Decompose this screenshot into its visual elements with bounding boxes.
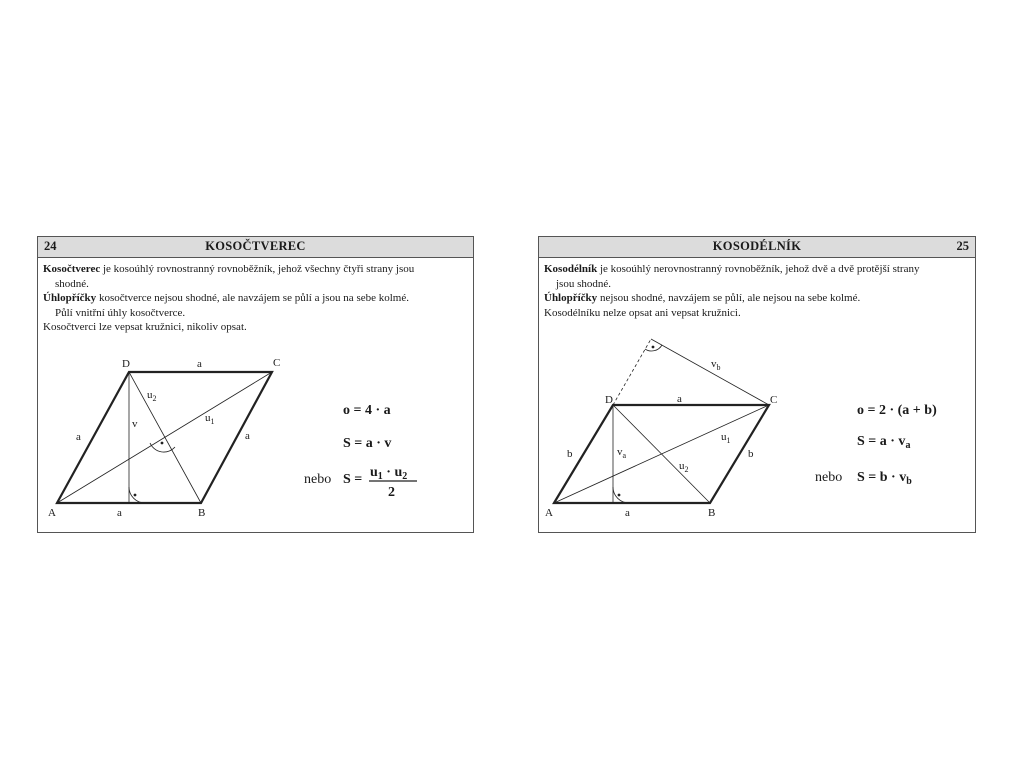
parallelogram-card: [538, 236, 976, 533]
side-label-a: a: [625, 507, 630, 519]
side-label-a: a: [197, 358, 202, 370]
side-label-b: b: [748, 448, 754, 460]
formula-area-a: $S = a \cdot v_a$: [857, 434, 911, 451]
or-word: nebo: [815, 470, 843, 485]
right-angle-dot: [652, 346, 655, 349]
text-line-4: Kosočtverci lze vepsat kružnici, nikoliv opsat.: [43, 321, 247, 333]
text-line-0: Kosodélník je kosoúhlý nerovnostranný rovnoběžník, jehož dvě a dvě protější strany: [544, 263, 920, 275]
vertex-b: B: [708, 507, 716, 519]
diagonal-label-u1: $u_1$: [721, 431, 731, 445]
vertex-c: C: [770, 394, 778, 406]
text-line-0: Kosočtverec je kosoúhlý rovnostranný rovnoběžník, jehož všechny čtyři strany jsou: [43, 263, 415, 275]
text-line-3: Kosodélníku nelze opsat ani vepsat kružnici.: [544, 306, 741, 319]
formula-area: S = a · v: [343, 436, 392, 451]
diagonal-label-u1: $u_1$: [205, 412, 215, 426]
vertex-c: C: [273, 357, 281, 369]
or-word: nebo: [304, 472, 332, 487]
text-line-1: shodné.: [55, 277, 89, 290]
diagonal-u2: [613, 405, 710, 503]
vertex-a: A: [545, 507, 553, 519]
height-label-va: $v_a$: [617, 446, 627, 460]
parallelogram-diagram: [539, 237, 977, 534]
text-line-2: Úhlopříčky nejsou shodné, navzájem se půlí, ale nejsou na sebe kolmé.: [544, 292, 861, 304]
rhombus-diagram: [38, 237, 475, 534]
right-angle-dot: [134, 494, 137, 497]
right-angle-mark-va: [613, 487, 629, 503]
card-title: KOSOČTVEREC: [205, 239, 306, 253]
diagonal-label-u2: $u_2$: [147, 389, 157, 403]
page-number: 24: [44, 239, 57, 253]
height-vb: [651, 339, 769, 405]
side-label-a: a: [117, 507, 122, 519]
diagonal-label-u2: $u_2$: [679, 460, 689, 474]
vertex-a: A: [48, 507, 56, 519]
side-label-a: a: [76, 431, 81, 443]
rhombus-card: [37, 236, 474, 533]
formula-area-alt: S =: [343, 472, 363, 487]
side-label-b: b: [567, 448, 573, 460]
text-line-3: Půlí vnitřní úhly kosočtverce.: [55, 306, 186, 319]
formula-numerator: $u_1 \cdot u_2$: [370, 465, 408, 482]
right-angle-dot: [161, 442, 164, 445]
page-number: 25: [956, 239, 969, 253]
side-label-a: a: [677, 393, 682, 405]
side-label-a: a: [245, 430, 250, 442]
card-title: KOSODÉLNÍK: [712, 239, 802, 253]
text-line-1: jsou shodné.: [556, 277, 611, 290]
right-angle-mark-height: [129, 487, 145, 503]
formula-area-b: $S = b \cdot v_b$: [857, 470, 912, 487]
formula-perimeter: o = 2 · (a + b): [857, 403, 937, 418]
vertex-d: D: [605, 394, 613, 406]
right-angle-dot: [618, 494, 621, 497]
height-label-vb: $v_b$: [711, 358, 721, 372]
text-line-2: Úhlopříčky kosočtverce nejsou shodné, ale navzájem se půlí a jsou na sebe kolmé.: [43, 292, 409, 304]
vertex-b: B: [198, 507, 206, 519]
vertex-d: D: [122, 358, 130, 370]
formula-denominator: 2: [388, 485, 395, 500]
height-label-v: v: [132, 418, 138, 430]
diagonal-u1: [57, 372, 272, 503]
formula-perimeter: o = 4 · a: [343, 403, 391, 418]
diagonal-u2: [129, 372, 201, 503]
